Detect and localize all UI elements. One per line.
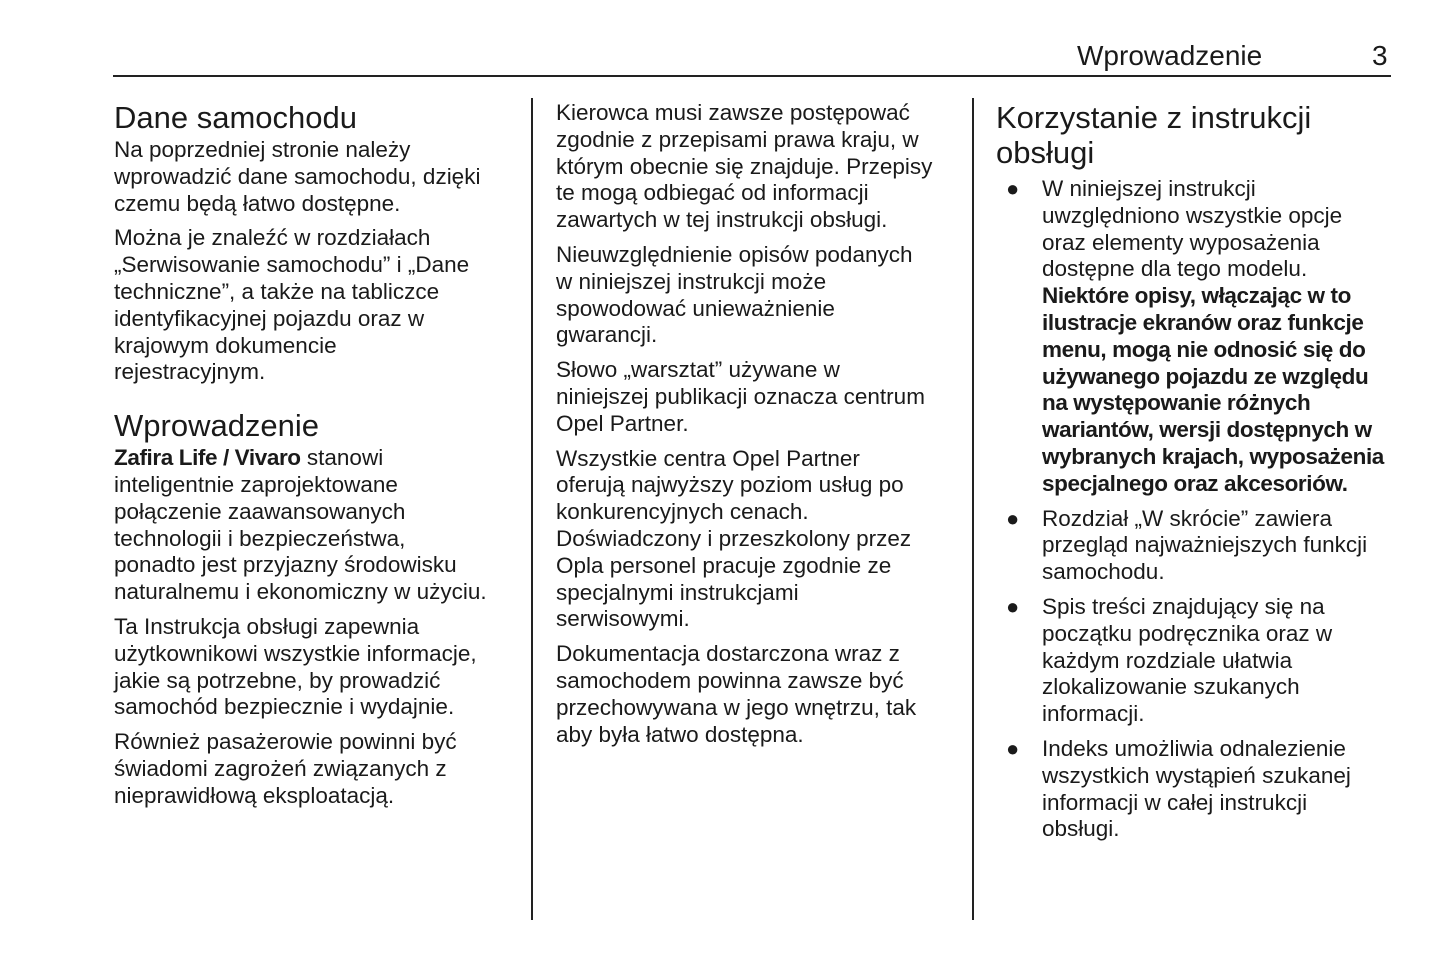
text-line: jakie są potrzebne, by prowadzić — [114, 667, 441, 693]
column-1 — [114, 100, 514, 818]
bold-text-line: ilustracje ekranów oraz funkcje — [1042, 309, 1364, 335]
bullet-icon: ● — [1006, 176, 1020, 201]
bullet-icon: ● — [1006, 593, 1020, 619]
bullet-item — [996, 736, 1396, 843]
text-line: informacji. — [1042, 701, 1145, 727]
text-line: ponadto jest przyjazny środowisku — [114, 552, 457, 578]
paragraph — [114, 445, 514, 606]
bold-text-line: Niektóre opisy, włączając w to — [1042, 283, 1351, 309]
bold-text-line: specjalnego oraz akcesoriów. — [1042, 470, 1348, 496]
text-line: świadomi zagrożeń związanych z — [114, 755, 447, 781]
text-line: nieprawidłową eksploatacją. — [114, 782, 395, 808]
column-divider — [531, 98, 533, 920]
text-line: Rozdział „W skrócie” zawiera — [1042, 505, 1333, 531]
text-line: Opla personel pracuje zgodnie ze — [556, 552, 892, 578]
paragraph — [556, 357, 956, 437]
text-line: dostępne dla tego modelu. — [1042, 256, 1308, 282]
text-line: obsługi. — [1042, 816, 1120, 842]
text-line: identyfikacyjnej pojazdu oraz w — [114, 305, 425, 331]
bold-text-line: menu, mogą nie odnosić się do — [1042, 336, 1366, 362]
text-line: Kierowca musi zawsze postępować — [556, 100, 910, 125]
text-line: zlokalizowanie szukanych — [1042, 674, 1300, 700]
bullet-item — [996, 506, 1396, 586]
column-divider — [972, 98, 974, 920]
text-line: przegląd najważniejszych funkcji — [1042, 532, 1368, 558]
bold-text-line: wariantów, wersji dostępnych w — [1042, 417, 1372, 443]
text-line: Spis treści znajdujący się na — [1042, 593, 1325, 619]
text-line: samochód bezpiecznie i wydajnie. — [114, 694, 455, 720]
text-line: Opel Partner. — [556, 410, 689, 436]
paragraph — [556, 242, 956, 349]
paragraph — [556, 446, 956, 634]
text-line: inteligentnie zaprojektowane — [114, 471, 398, 497]
header-rule — [113, 75, 1391, 77]
text-line: Nieuwzględnienie opisów podanych — [556, 241, 913, 267]
text-line: konkurencyjnych cenach. — [556, 499, 809, 525]
text-line: Słowo „warsztat” używane w — [556, 357, 840, 383]
text-line: Na poprzedniej stronie należy — [114, 137, 411, 162]
text-line: Zafira Life / Vivaro stanowi — [114, 445, 384, 471]
section-body — [114, 137, 514, 386]
text-line: użytkownikowi wszystkie informacje, — [114, 640, 477, 666]
product-name: Zafira Life / Vivaro — [114, 445, 301, 471]
bold-text-line: wybranych krajach, wyposażenia — [1042, 443, 1384, 469]
section-body — [114, 445, 514, 809]
text-line: spowodować unieważnienie — [556, 295, 835, 321]
text-line: Dokumentacja dostarczona wraz z — [556, 641, 900, 667]
bullet-item — [996, 594, 1396, 728]
text-line: informacji w całej instrukcji — [1042, 789, 1308, 815]
text-line: zgodnie z przepisami prawa kraju, w — [556, 126, 919, 152]
bold-text-line: używanego pojazdu ze względu — [1042, 363, 1369, 389]
text-line: naturalnemu i ekonomiczny w użyciu. — [114, 579, 487, 605]
text-line: samochodem powinna zawsze być — [556, 667, 904, 693]
bold-text-line: na występowanie różnych — [1042, 390, 1311, 416]
text-line: technologii i bezpieczeństwa, — [114, 525, 406, 551]
text-line: techniczne”, a także na tabliczce — [114, 278, 440, 304]
column-3 — [996, 100, 1396, 851]
text-line: samochodu. — [1042, 559, 1165, 585]
text-line: każdym rozdziale ułatwia — [1042, 647, 1293, 673]
text-line: przechowywana w jego wnętrzu, tak — [556, 694, 917, 720]
text-line: aby była łatwo dostępna. — [556, 721, 804, 747]
text-line: Wszystkie centra Opel Partner — [556, 445, 860, 471]
section-body — [556, 100, 956, 748]
text-line: wprowadzić dane samochodu, dzięki — [114, 163, 481, 189]
text-line: Ta Instrukcja obsługi zapewnia — [114, 613, 420, 639]
text-line: Również pasażerowie powinni być — [114, 729, 457, 755]
running-header-title: Wprowadzenie — [1077, 40, 1263, 71]
section-heading: Dane samochodu — [114, 100, 357, 135]
text-line: zawartych w tej instrukcji obsługi. — [556, 207, 888, 233]
paragraph — [114, 225, 514, 386]
heading-line: obsługi — [996, 135, 1095, 170]
text-line: oraz elementy wyposażenia — [1042, 229, 1320, 255]
bullet-item — [996, 176, 1396, 498]
text-line: gwarancji. — [556, 322, 658, 348]
text-line: te mogą odbiegać od informacji — [556, 180, 869, 206]
text-line: Indeks umożliwia odnalezienie — [1042, 735, 1346, 761]
bullet-list — [996, 176, 1396, 843]
text-line: oferują najwyższy poziom usług po — [556, 472, 904, 498]
text-line: wszystkich wystąpień szukanej — [1042, 762, 1351, 788]
text-line: uwzględniono wszystkie opcje — [1042, 202, 1343, 228]
paragraph — [556, 100, 956, 234]
column-2 — [556, 100, 956, 756]
text-line: specjalnymi instrukcjami — [556, 579, 799, 605]
text-line: w niniejszej instrukcji może — [556, 268, 827, 294]
paragraph — [114, 729, 514, 809]
text-line: krajowym dokumencie — [114, 332, 337, 358]
text-line: rejestracyjnym. — [114, 359, 266, 385]
text-line: serwisowymi. — [556, 606, 690, 632]
text-line: połączenie zaawansowanych — [114, 498, 406, 524]
section-heading: Wprowadzenie — [114, 408, 320, 444]
text-line: niniejszej publikacji oznacza centrum — [556, 383, 925, 409]
paragraph — [114, 614, 514, 721]
text-line: początku podręcznika oraz w — [1042, 620, 1333, 646]
paragraph — [556, 641, 956, 748]
section-heading — [996, 100, 1396, 170]
text-line: czemu będą łatwo dostępne. — [114, 190, 401, 216]
text-line: którym obecnie się znajduje. Przepisy — [556, 153, 933, 179]
bullet-icon: ● — [1006, 735, 1020, 761]
text-line: Można je znaleźć w rozdziałach — [114, 225, 431, 251]
text-line: W niniejszej instrukcji — [1042, 176, 1256, 201]
page-number: 3 — [1372, 40, 1388, 71]
bullet-icon: ● — [1006, 505, 1020, 531]
text-line: Doświadczony i przeszkolony przez — [556, 525, 912, 551]
paragraph — [114, 137, 514, 217]
text-line: „Serwisowanie samochodu” i „Dane — [114, 252, 470, 278]
heading-line: Korzystanie z instrukcji — [996, 100, 1312, 135]
